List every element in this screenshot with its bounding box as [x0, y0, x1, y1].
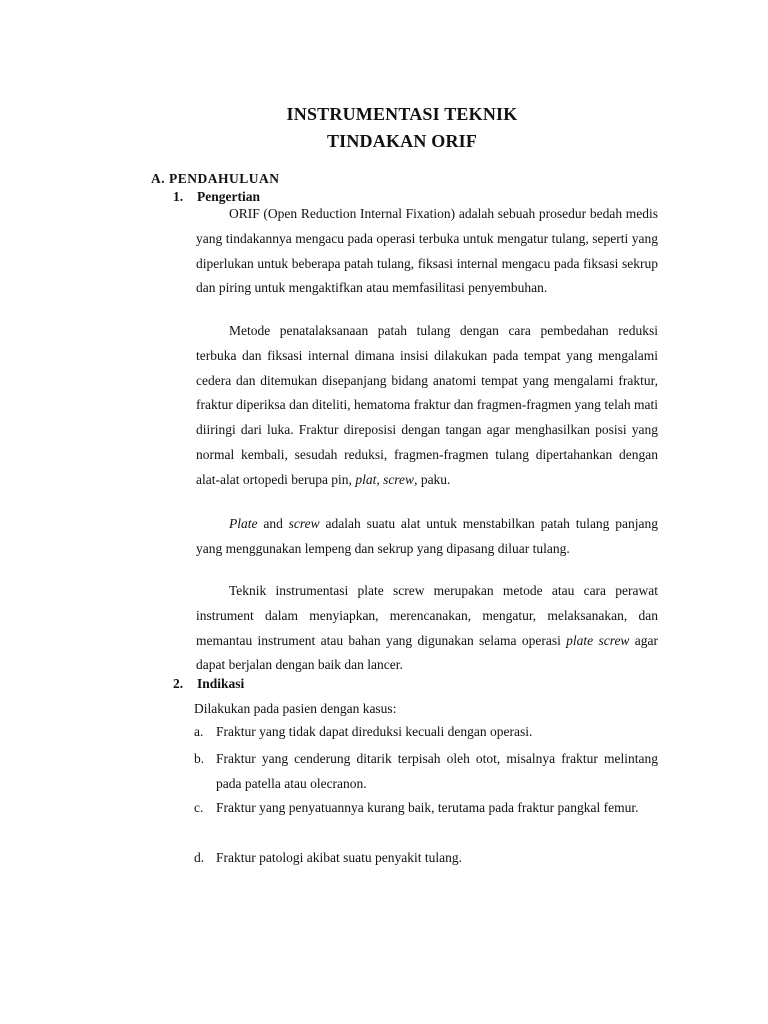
list-item — [194, 796, 658, 821]
paragraph-metode-penatalaksanaan — [196, 319, 658, 493]
list-item-text: Fraktur yang penyatuannya kurang baik, terutama pada fraktur pangkal femur. — [216, 800, 639, 815]
list-item-text: Fraktur yang tidak dapat direduksi kecuali dengan operasi. — [216, 724, 533, 739]
list-item — [194, 846, 658, 871]
paragraph-text: and — [257, 516, 289, 531]
paragraph-text-end: agar dapat berjalan dengan baik dan lancer. — [196, 632, 658, 673]
italic-term: screw — [288, 516, 320, 531]
list-item — [194, 747, 658, 797]
subsection-heading-indikasi — [173, 676, 244, 692]
italic-term: Plate — [229, 516, 258, 531]
list-item-text: Fraktur patologi akibat suatu penyakit tulang. — [216, 850, 462, 865]
subsection-number: 2. — [173, 676, 184, 691]
section-heading-pendahuluan: A. PENDAHULUAN — [151, 171, 280, 186]
list-marker: a. — [194, 724, 204, 739]
paragraph-orif-definition: ORIF (Open Reduction Internal Fixation) adalah sebuah prosedur bedah medis yang tindakannya mengacu pada operasi terbuka untuk mengatur tulang, seperti yang diperlukan untuk beberapa patah tulang, fiksasi internal mengacu pada fiksasi sekrup dan piring untuk mengaktifkan atau memfasilitasi penyembuhan. — [196, 206, 658, 296]
document-title-line-2: TINDAKAN ORIF — [326, 131, 478, 151]
list-item — [194, 720, 658, 745]
document-title-line-1: INSTRUMENTASI TEKNIK — [286, 104, 518, 124]
paragraph-teknik-instrumentasi — [196, 579, 658, 678]
subsection-label: Indikasi — [197, 676, 245, 691]
indikasi-intro: Dilakukan pada pasien dengan kasus: — [194, 701, 397, 716]
list-item-text: Fraktur yang cenderung ditarik terpisah oleh otot, misalnya fraktur melintang pada patella atau olecranon. — [216, 751, 658, 791]
italic-term: plate screw — [566, 632, 630, 648]
italic-term: plat, screw — [355, 471, 415, 487]
subsection-number: 1. — [173, 189, 184, 204]
list-marker: b. — [194, 751, 205, 766]
list-marker: d. — [194, 850, 205, 865]
paragraph-text: adalah suatu alat untuk menstabilkan patah tulang panjang yang menggunakan lempeng dan sekrup yang dipasang diluar tulang. — [196, 516, 659, 556]
paragraph-plate-and-screw — [196, 512, 658, 562]
list-marker: c. — [194, 800, 204, 815]
paragraph-text: Teknik instrumentasi plate screw merupakan metode atau cara perawat instrument dalam menyiapkan, merencanakan, mengatur, melaksanakan, dan memantau instrument atau bahan yang digunakan selama operasi — [196, 583, 658, 648]
paragraph-text: Metode penatalaksanaan patah tulang dengan cara pembedahan reduksi terbuka dan fiksasi internal dimana insisi dilakukan pada tempat yang mengalami cedera dan ditemukan disepanjang bidang anatomi tempat yang mengalami fraktur, fraktur diperiksa dan diteliti, hematoma fraktur dan fragmen-fragmen yang telah mati diiringi dari luka. Fraktur direposisi dengan tangan agar menghasilkan posisi yang normal kembali, sesudah reduksi, fragmen-fragmen tulang dipertahankan dengan alat-alat ortopedi berupa pin, — [196, 323, 658, 487]
paragraph-text-end: , paku. — [414, 471, 451, 487]
subsection-label: Pengertian — [197, 189, 260, 204]
